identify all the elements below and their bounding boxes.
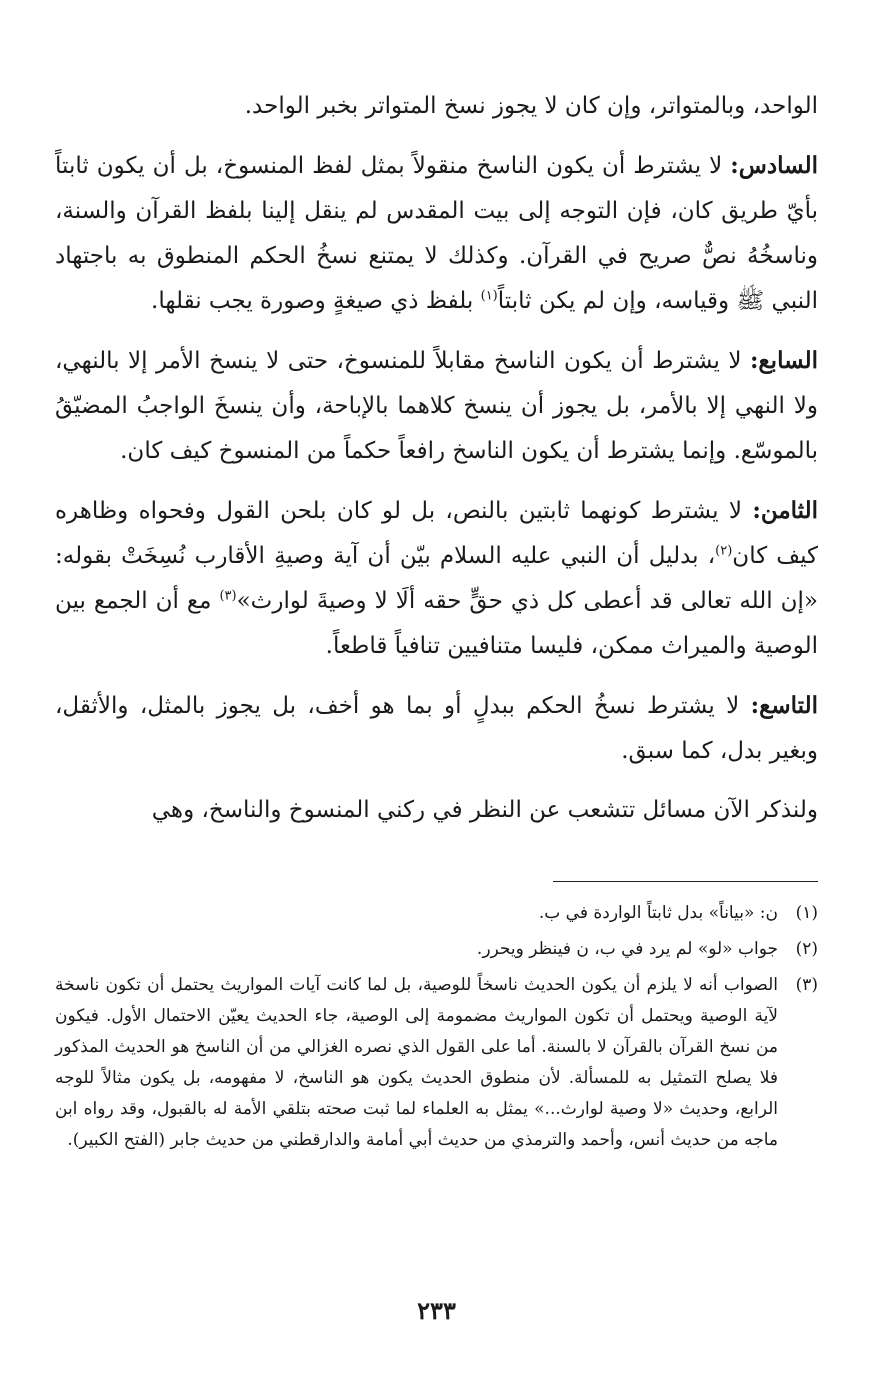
footnote-ref[interactable]: (١) bbox=[480, 288, 498, 304]
paragraph-label: التاسع: bbox=[750, 692, 818, 719]
paragraph-ninth: التاسع: لا يشترط نسخُ الحكم ببدلٍ أو بما هو أخف، بل يجوز بالمثل، والأثقل، وبغير بدل، كما سبق. bbox=[55, 692, 818, 764]
paragraph-closing: ولنذكر الآن مسائل تتشعب عن النظر في ركني المنسوخ والناسخ، وهي bbox=[151, 797, 818, 823]
footnote-ref[interactable]: (٣) bbox=[219, 588, 237, 604]
paragraph-label: السادس: bbox=[730, 152, 818, 179]
footnote-number: (٣) bbox=[795, 975, 818, 995]
footnote-item bbox=[55, 934, 818, 965]
paragraph-sixth: السادس: لا يشترط أن يكون الناسخ منقولاً بمثل لفظ المنسوخ، بل أن يكون ثابتاً بأيّ طريق كان، فإن التوجه إلى بيت المقدس لم ينقل إلينا بلفظ القرآن والسنة، وناسخُهُ نصٌّ صريح في القرآن. وكذلك لا يمتنع نسخُ الحكم المنطوق به باجتهاد النبي ﷺ وقياسه، وإن لم يكن ثابتاً$^{(١)}$ بلفظ ذي صيغةٍ وصورة يجب نقلها. bbox=[55, 152, 818, 314]
footnote-ref[interactable]: (٢) bbox=[715, 543, 733, 559]
paragraph-eighth: الثامن: لا يشترط كونهما ثابتين بالنص، بل لو كان بلحن القول وفحواه وظاهره كيف كان$^{(٢)}$، بدليل أن النبي عليه السلام بيّن أن آية وصيةِ الأقارب نُسِخَتْ بقوله: «إن الله تعالى قد أعطى كل ذي حقٍّ حقه ألَا لا وصيةَ لوارث»$^{(٣)}$ مع أن الجمع بين الوصية والميراث ممكن، فليسا متنافيين تنافياً قاطعاً. bbox=[55, 497, 819, 659]
footnotes bbox=[55, 898, 818, 1161]
paragraph-label: السابع: bbox=[749, 347, 818, 374]
main-text bbox=[55, 84, 818, 833]
footnote-text: الصواب أنه لا يلزم أن يكون الحديث ناسخاً للوصية، بل لما كانت آيات المواريث يحتمل أن تكون ناسخة لآية الوصية ويحتمل أن تكون المواريث مضمومة إلى الوصية، جاء الحديث يعيّن الاحتمال الأول. فيكون من نسخ القرآن بالقرآن لا بالسنة. أما على القول الذي نصره الغزالي من أن الناسخ هو الحديث المذكور فلا يصلح التمثيل به للمسألة. لأن منطوق الحديث يكون هو الناسخ، لا مفهومه، بل يكون مثالاً للوجه الرابع، وحديث «لا وصية لوارث...» يمثل به العلماء لما ثبت صحته بتلقي الأمة له بالقبول، وقد رواه ابن ماجه من حديث أنس، وأحمد والترمذي من حديث أبي أمامة والدارقطني من حديث جابر (الفتح الكبير). bbox=[55, 975, 778, 1150]
footnote-text: جواب «لو» لم يرد في ب، ن فينظر ويحرر. bbox=[476, 939, 778, 959]
footnote-text: ن: «بياناً» بدل ثابتاً الواردة في ب. bbox=[538, 903, 778, 923]
paragraph-label: الثامن: bbox=[752, 497, 818, 524]
footnote-number: (٢) bbox=[795, 939, 818, 959]
footnote-item bbox=[55, 898, 818, 929]
paragraph-seventh: السابع: لا يشترط أن يكون الناسخ مقابلاً للمنسوخ، حتى لا ينسخ الأمر إلا بالنهي، ولا النهي إلا بالأمر، بل يجوز أن ينسخ كلاهما بالإباحة، وأن ينسخَ الواجبُ المضيّقُ بالموسّع. وإنما يشترط أن يكون الناسخ رافعاً حكماً من المنسوخ كيف كان. bbox=[55, 347, 818, 464]
footnote-item bbox=[55, 970, 818, 1156]
footnote-divider bbox=[553, 881, 818, 882]
footnote-number: (١) bbox=[795, 903, 818, 923]
paragraph-continuation: الواحد، وبالمتواتر، وإن كان لا يجوز نسخ المتواتر بخبر الواحد. bbox=[244, 93, 818, 119]
page-number: ٢٣٣ bbox=[417, 1296, 456, 1325]
